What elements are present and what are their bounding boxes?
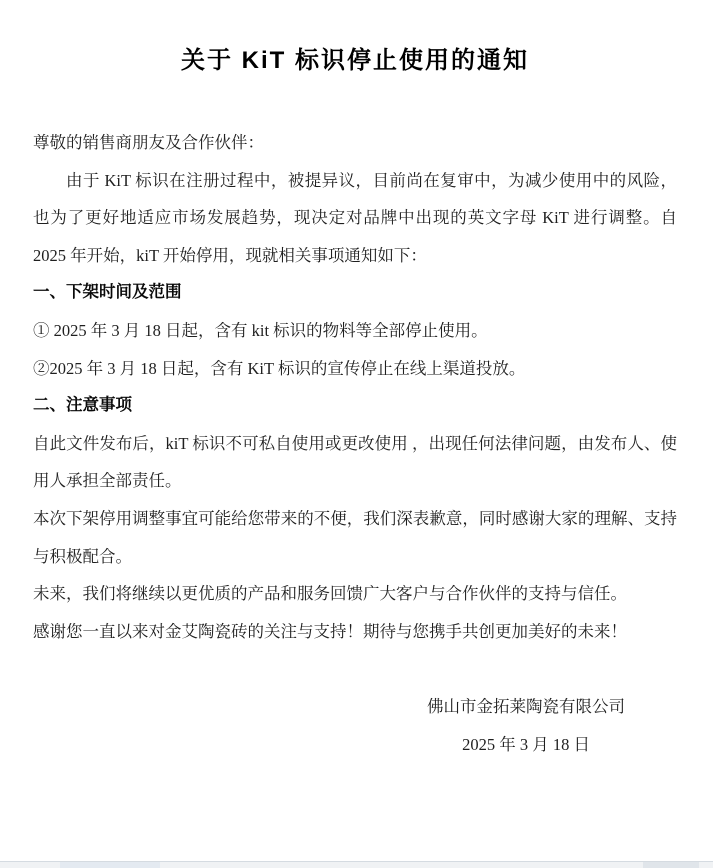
section-2-paragraph-3: 未来，我们将继续以更优质的产品和服务回馈广大客户与合作伙伴的支持与信任。 [33, 584, 627, 604]
greeting-line: 尊敬的销售商朋友及合作伙伴： [33, 133, 264, 152]
signature-company-name: 佛山市金拓莱陶瓷有限公司 [427, 696, 625, 716]
section-2-paragraph-1: 自此文件发布后，kiT 标识不可私自使用或更改使用 ，出现任何法律问题，由发布人、使用人承担全部责任。 [33, 433, 677, 491]
section-1-item-2: ②2025 年 3 月 18 日起，含有 KiT 标识的宣传停止在线上渠道投放。 [33, 358, 526, 378]
bottom-window-edge [0, 861, 713, 868]
closing-paragraph: 感谢您一直以来对金艾陶瓷砖的关注与支持！期待与您携手共创更加美好的未来！ [33, 621, 627, 641]
signature-date: 2025 年 3 月 18 日 [462, 734, 590, 754]
section-1-heading: 一、下架时间及范围 [33, 283, 182, 302]
section-2-heading: 二、注意事项 [33, 396, 132, 415]
intro-paragraph: 由于 KiT 标识在注册过程中，被提异议，目前尚在复审中，为减少使用中的风险，也为了更好地适应市场发展趋势，现决定对品牌中出现的英文字母 KiT 进行调整。自 2025 年开始，kiT 开始停用，现就相关事项通知如下： [33, 170, 677, 265]
section-2-paragraph-2: 本次下架停用调整事宜可能给您带来的不便，我们深表歉意，同时感谢大家的理解、支持与积极配合。 [33, 508, 677, 566]
document-body [33, 124, 677, 763]
signature-block [33, 688, 677, 763]
document-title: 关于 KiT 标识停止使用的通知 [181, 47, 529, 74]
document-content [33, 0, 677, 763]
bottom-edge-highlight-right [643, 862, 699, 868]
signature-inner [427, 688, 625, 763]
section-1-item-1: ① 2025 年 3 月 18 日起，含有 kit 标识的物料等全部停止使用。 [33, 320, 488, 340]
bottom-edge-highlight-left [60, 862, 160, 868]
